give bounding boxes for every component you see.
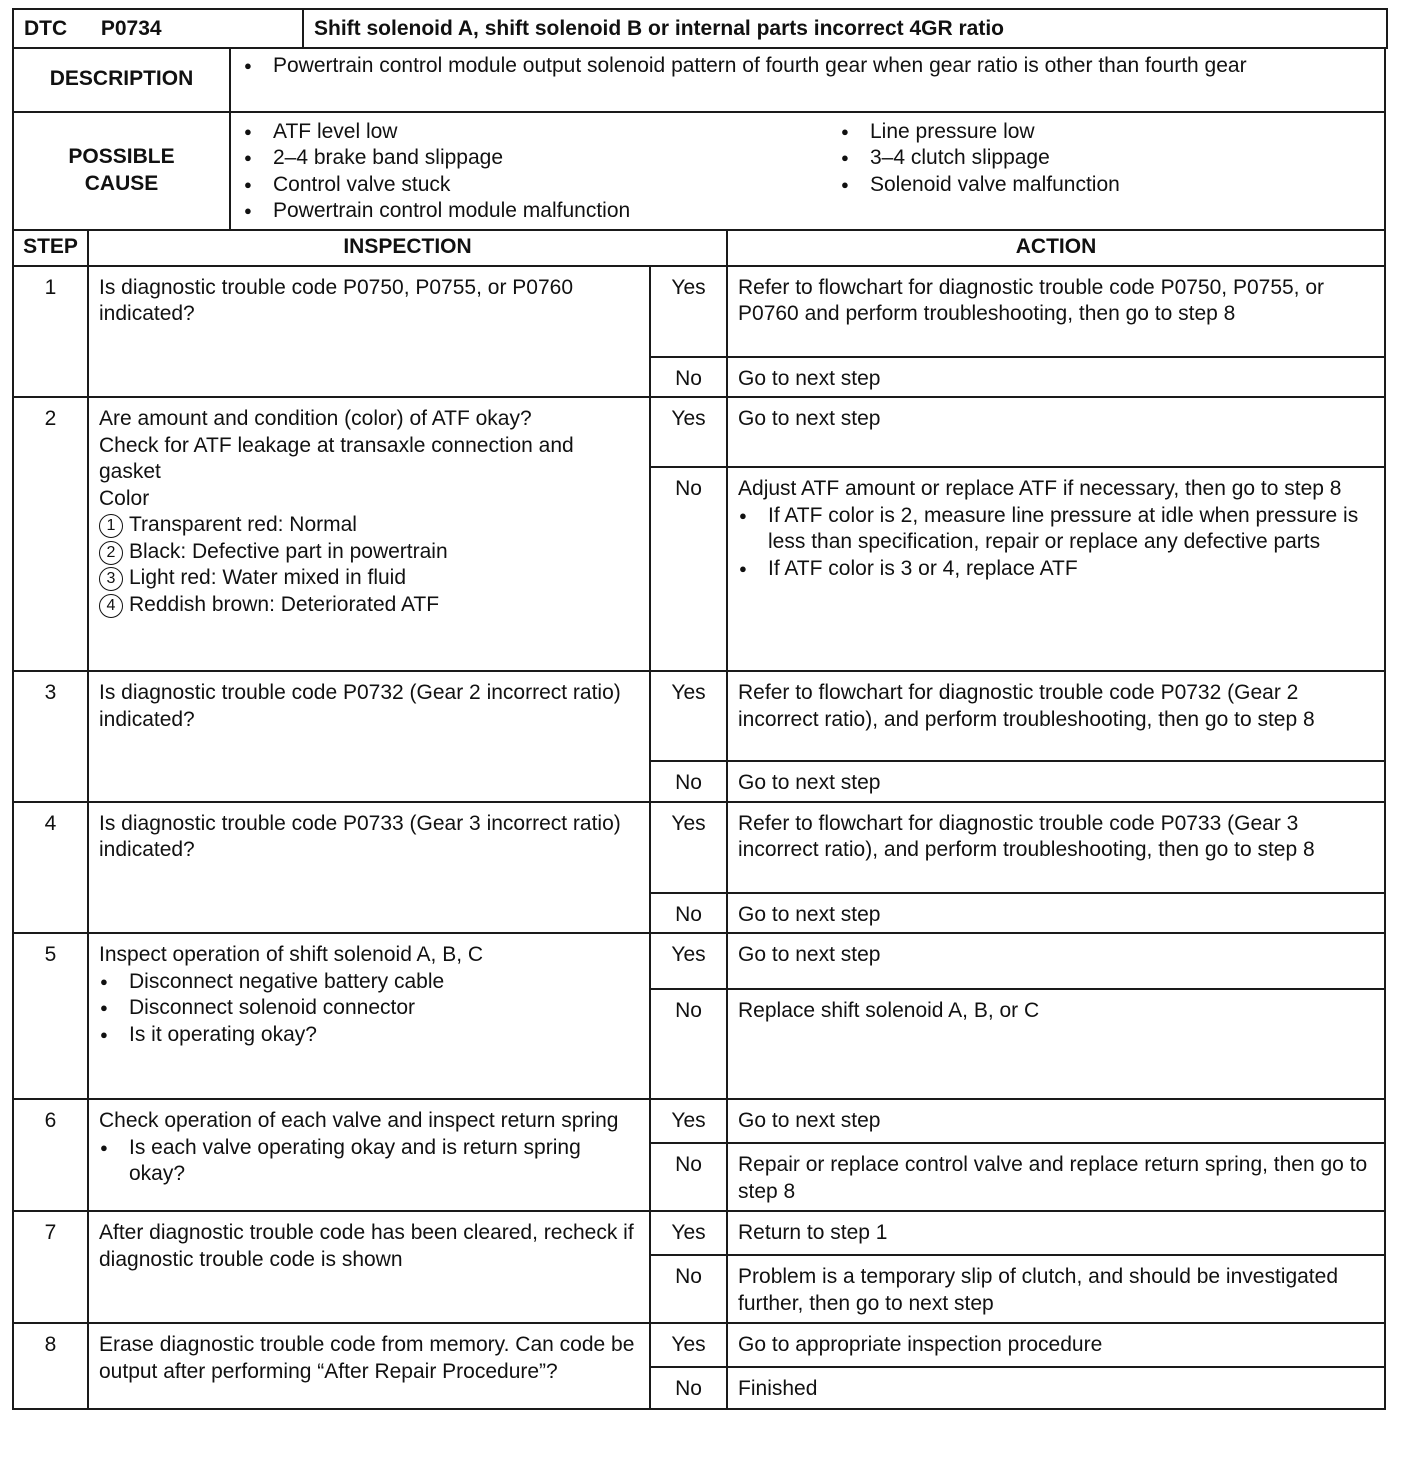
- description-label: DESCRIPTION: [13, 48, 230, 112]
- step-header: STEP: [13, 230, 88, 266]
- inspection-bullet: ● Disconnect negative battery cable: [99, 969, 639, 996]
- step-number: 1: [13, 266, 88, 398]
- no-action: Adjust ATF amount or replace ATF if necessary, then go to step 8 ● If ATF color is 2, measure line pressure at idle when pressure is less than specification, repair or replace any defective parts ● If ATF color is 3 or 4, replace ATF: [727, 467, 1385, 671]
- yes-action: Return to step 1: [727, 1211, 1385, 1255]
- cause-item: ● Control valve stuck: [243, 172, 840, 199]
- cause-item: ● ATF level low: [243, 119, 840, 146]
- step-number: 2: [13, 397, 88, 671]
- no-action: Go to next step: [727, 761, 1385, 802]
- cause-item: ● Powertrain control module malfunction: [243, 198, 840, 225]
- yes-label: Yes: [650, 802, 727, 893]
- yes-label: Yes: [650, 1211, 727, 1255]
- yes-label: Yes: [650, 671, 727, 761]
- cause-item: ● Line pressure low: [840, 119, 1376, 146]
- color-item: 3 Light red: Water mixed in fluid: [99, 565, 639, 592]
- dtc-code-cell: [13, 9, 303, 48]
- dtc-label: DTC: [24, 17, 68, 40]
- step-number: 5: [13, 933, 88, 1099]
- no-label: No: [650, 1255, 727, 1323]
- step-inspection: After diagnostic trouble code has been cleared, recheck if diagnostic trouble code is shown: [88, 1211, 650, 1323]
- dtc-code: P0734: [100, 17, 162, 40]
- cause-item: ● 2–4 brake band slippage: [243, 145, 840, 172]
- cause-item: ● Solenoid valve malfunction: [840, 172, 1376, 199]
- step-inspection: Are amount and condition (color) of ATF okay? Check for ATF leakage at transaxle connection and gasket Color 1 Transparent red: Normal 2 Black: Defective part in powertrain 3 Light red: Water mixed in fluid 4 Reddish brown: Deteriorated ATF: [88, 397, 650, 671]
- steps-header-row: [13, 230, 1385, 266]
- color-item: 4 Reddish brown: Deteriorated ATF: [99, 592, 639, 619]
- possible-cause-label: POSSIBLE CAUSE: [13, 112, 230, 230]
- step-row-1: [13, 266, 1385, 357]
- step-number: 6: [13, 1099, 88, 1211]
- dtc-title: Shift solenoid A, shift solenoid B or internal parts incorrect 4GR ratio: [303, 9, 1387, 48]
- color-item: 1 Transparent red: Normal: [99, 512, 639, 539]
- step-number: 7: [13, 1211, 88, 1323]
- no-action: Repair or replace control valve and replace return spring, then go to step 8: [727, 1143, 1385, 1211]
- description-item: ● Powertrain control module output solenoid pattern of fourth gear when gear ratio is other than fourth gear: [243, 53, 1376, 80]
- no-label: No: [650, 989, 727, 1099]
- yes-label: Yes: [650, 1099, 727, 1143]
- step-row-6: [13, 1099, 1385, 1143]
- step-inspection: Is diagnostic trouble code P0732 (Gear 2 incorrect ratio) indicated?: [88, 671, 650, 802]
- step-row-7: [13, 1211, 1385, 1255]
- description-body: [230, 48, 1385, 112]
- yes-action: Refer to flowchart for diagnostic trouble code P0732 (Gear 2 incorrect ratio), and perform troubleshooting, then go to step 8: [727, 671, 1385, 761]
- step-row-2: [13, 397, 1385, 467]
- yes-label: Yes: [650, 397, 727, 467]
- yes-action: Go to appropriate inspection procedure: [727, 1323, 1385, 1367]
- possible-cause-row: [13, 112, 1385, 230]
- step-inspection: Is diagnostic trouble code P0750, P0755, or P0760 indicated?: [88, 266, 650, 398]
- possible-cause-body: [230, 112, 1385, 230]
- step-number: 8: [13, 1323, 88, 1409]
- info-table: [12, 47, 1386, 231]
- description-row: [13, 48, 1385, 112]
- inspection-header: INSPECTION: [88, 230, 727, 266]
- no-label: No: [650, 357, 727, 398]
- step-number: 3: [13, 671, 88, 802]
- no-label: No: [650, 761, 727, 802]
- inspection-bullet: ● Is it operating okay?: [99, 1022, 639, 1049]
- header-table: [12, 8, 1388, 49]
- action-bullet: ● If ATF color is 2, measure line pressure at idle when pressure is less than specification, repair or replace any defective parts: [738, 503, 1374, 556]
- step-row-5: [13, 933, 1385, 989]
- cause-list-left: [243, 119, 840, 225]
- yes-label: Yes: [650, 1323, 727, 1367]
- step-inspection: Inspect operation of shift solenoid A, B, C ● Disconnect negative battery cable ● Disconnect solenoid connector ● Is it operating okay?: [88, 933, 650, 1099]
- action-header: ACTION: [727, 230, 1385, 266]
- yes-action: Refer to flowchart for diagnostic trouble code P0733 (Gear 3 incorrect ratio), and perform troubleshooting, then go to step 8: [727, 802, 1385, 893]
- no-action: Problem is a temporary slip of clutch, and should be investigated further, then go to next step: [727, 1255, 1385, 1323]
- yes-action: Go to next step: [727, 933, 1385, 989]
- no-label: No: [650, 1143, 727, 1211]
- cause-list-right: [840, 119, 1376, 225]
- step-inspection: Check operation of each valve and inspect return spring ● Is each valve operating okay and is return spring okay?: [88, 1099, 650, 1211]
- yes-label: Yes: [650, 933, 727, 989]
- inspection-bullet: ● Is each valve operating okay and is return spring okay?: [99, 1135, 639, 1188]
- action-bullet: ● If ATF color is 3 or 4, replace ATF: [738, 556, 1374, 583]
- no-action: Replace shift solenoid A, B, or C: [727, 989, 1385, 1099]
- no-label: No: [650, 467, 727, 671]
- no-label: No: [650, 1367, 727, 1409]
- step-row-3: [13, 671, 1385, 761]
- cause-item: ● 3–4 clutch slippage: [840, 145, 1376, 172]
- step-inspection: Erase diagnostic trouble code from memory. Can code be output after performing “After Repair Procedure”?: [88, 1323, 650, 1409]
- step-row-8: [13, 1323, 1385, 1367]
- step-inspection: Is diagnostic trouble code P0733 (Gear 3 incorrect ratio) indicated?: [88, 802, 650, 934]
- color-item: 2 Black: Defective part in powertrain: [99, 539, 639, 566]
- yes-label: Yes: [650, 266, 727, 357]
- dtc-row: [13, 9, 1387, 48]
- step-row-4: [13, 802, 1385, 893]
- no-action: Finished: [727, 1367, 1385, 1409]
- yes-action: Refer to flowchart for diagnostic trouble code P0750, P0755, or P0760 and perform troubleshooting, then go to step 8: [727, 266, 1385, 357]
- inspection-bullet: ● Disconnect solenoid connector: [99, 995, 639, 1022]
- step-number: 4: [13, 802, 88, 934]
- yes-action: Go to next step: [727, 1099, 1385, 1143]
- yes-action: Go to next step: [727, 397, 1385, 467]
- no-label: No: [650, 893, 727, 934]
- steps-table: [12, 229, 1386, 1411]
- no-action: Go to next step: [727, 357, 1385, 398]
- no-action: Go to next step: [727, 893, 1385, 934]
- dtc-document: [12, 8, 1386, 1410]
